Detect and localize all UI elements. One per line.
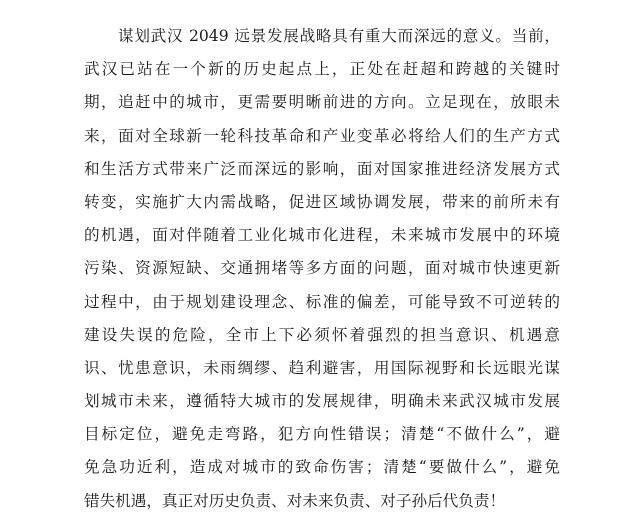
paragraph-line: 划城市未来，遵循特大城市的发展规律，明确未来武汉城市发展	[84, 392, 560, 411]
paragraph-line: 免急功近利，造成对城市的致命伤害；清楚“要做什么”，避免	[84, 458, 560, 477]
paragraph-line: 识、忧患意识，未雨绸缪、趋利避害，用国际视野和长远眼光谋	[84, 358, 560, 377]
paragraph-line: 和生活方式带来广泛而深远的影响，面对国家推进经济发展方式	[84, 159, 560, 178]
paragraph-line: 来，面对全球新一轮科技革命和产业变革必将给人们的生产方式	[84, 126, 560, 145]
paragraph-line: 的机遇，面对伴随着工业化城市化进程，未来城市发展中的环境	[84, 226, 560, 245]
paragraph-line: 污染、资源短缺、交通拥堵等多方面的问题，面对城市快速更新	[84, 259, 560, 278]
paragraph-line: 期，追赶中的城市，更需要明晰前进的方向。立足现在，放眼未	[84, 93, 560, 112]
paragraph-line: 武汉已站在一个新的历史起点上，正处在赶超和跨越的关键时	[84, 60, 560, 79]
paragraph-line: 目标定位，避免走弯路，犯方向性错误；清楚“不做什么”，避	[84, 425, 560, 444]
body-paragraph	[84, 20, 560, 518]
paragraph-line: 过程中，由于规划建设理念、标准的偏差，可能导致不可逆转的	[84, 292, 560, 311]
paragraph-line: 建设失误的危险，全市上下必须怀着强烈的担当意识、机遇意	[84, 325, 560, 344]
paragraph-line: 错失机遇，真正对历史负责、对未来负责、对子孙后代负责！	[84, 491, 506, 510]
paragraph-line: 转变，实施扩大内需战略，促进区域协调发展，带来的前所未有	[84, 192, 560, 211]
paragraph-line: 谋划武汉 2049 远景发展战略具有重大而深远的意义。当前，	[118, 27, 560, 45]
